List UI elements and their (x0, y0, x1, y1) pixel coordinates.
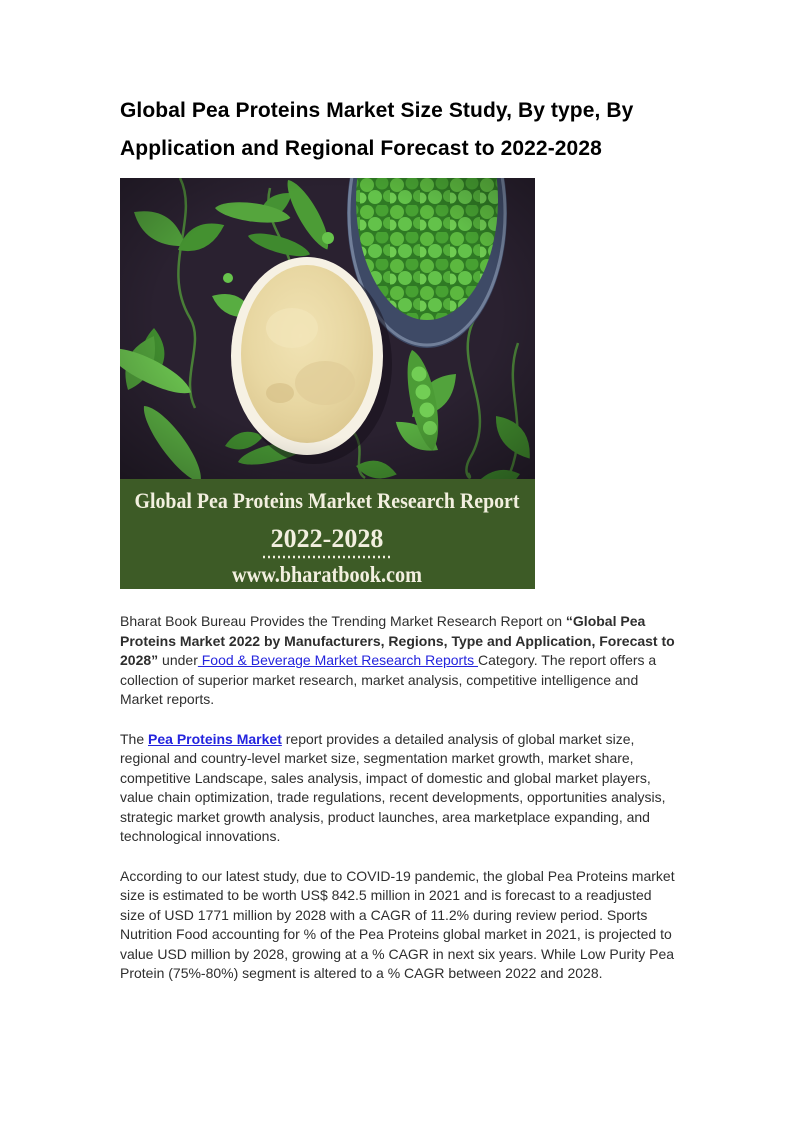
text-segment: under (158, 652, 198, 668)
banner-website: www.bharatbook.com (232, 562, 422, 587)
intro-paragraph (120, 612, 678, 710)
banner-years: 2022-2028 (270, 524, 384, 553)
text-segment: Category. The report offers a collection of superior market research, market analysis, competitive intelligence and Market reports. (120, 652, 657, 707)
photo-vignette (120, 178, 535, 479)
body-text (120, 612, 680, 984)
inline-link[interactable]: Pea Proteins Market (148, 730, 282, 747)
text-segment: “Global Pea Proteins Market 2022 by Manufacturers, Regions, Type and Application, Forecast to 2028” (120, 613, 675, 668)
text-segment: The (120, 730, 149, 747)
market-study-paragraph (120, 867, 678, 984)
report-cover-image (120, 178, 535, 589)
report-description-paragraph (120, 730, 678, 847)
text-segment: Bharat Book Bureau Provides the Trending Market Research Report on (120, 613, 566, 629)
page-title (120, 92, 680, 168)
text-segment: report provides a detailed analysis of global market size, regional and country-level market size, segmentation market growth, market share, competitive Landscape, sales analysis, impact of domestic and global market players, value chain optimization, trade regulations, recent developments, opportunities analysis, strategic market growth analysis, product launches, area marketplace expanding, and technological innovations. (120, 730, 666, 844)
page-title-line-1: Global Pea Proteins Market Size Study, By type, By (120, 99, 634, 122)
document-content (120, 92, 680, 1004)
page-title-line-2: Application and Regional Forecast to 2022-2028 (120, 137, 602, 160)
inline-link[interactable]: Food & Beverage Market Research Reports (197, 652, 478, 668)
banner-title: Global Pea Proteins Market Research Report (134, 488, 521, 513)
text-segment: According to our latest study, due to COVID-19 pandemic, the global Pea Proteins market size is estimated to be worth US$ 842.5 million in 2021 and is forecast to a readjusted size of USD 1771 million by 2028 with a CAGR of 11.2% during review period. Sports Nutrition Food accounting for % of the Pea Proteins global market in 2021, is projected to value USD million by 2028, growing at a % CAGR in next six years. While Low Purity Pea Protein (75%-80%) segment is altered to a % CAGR between 2022 and 2028. (120, 867, 675, 981)
cover-banner (120, 479, 535, 589)
pea-photo (120, 178, 535, 589)
